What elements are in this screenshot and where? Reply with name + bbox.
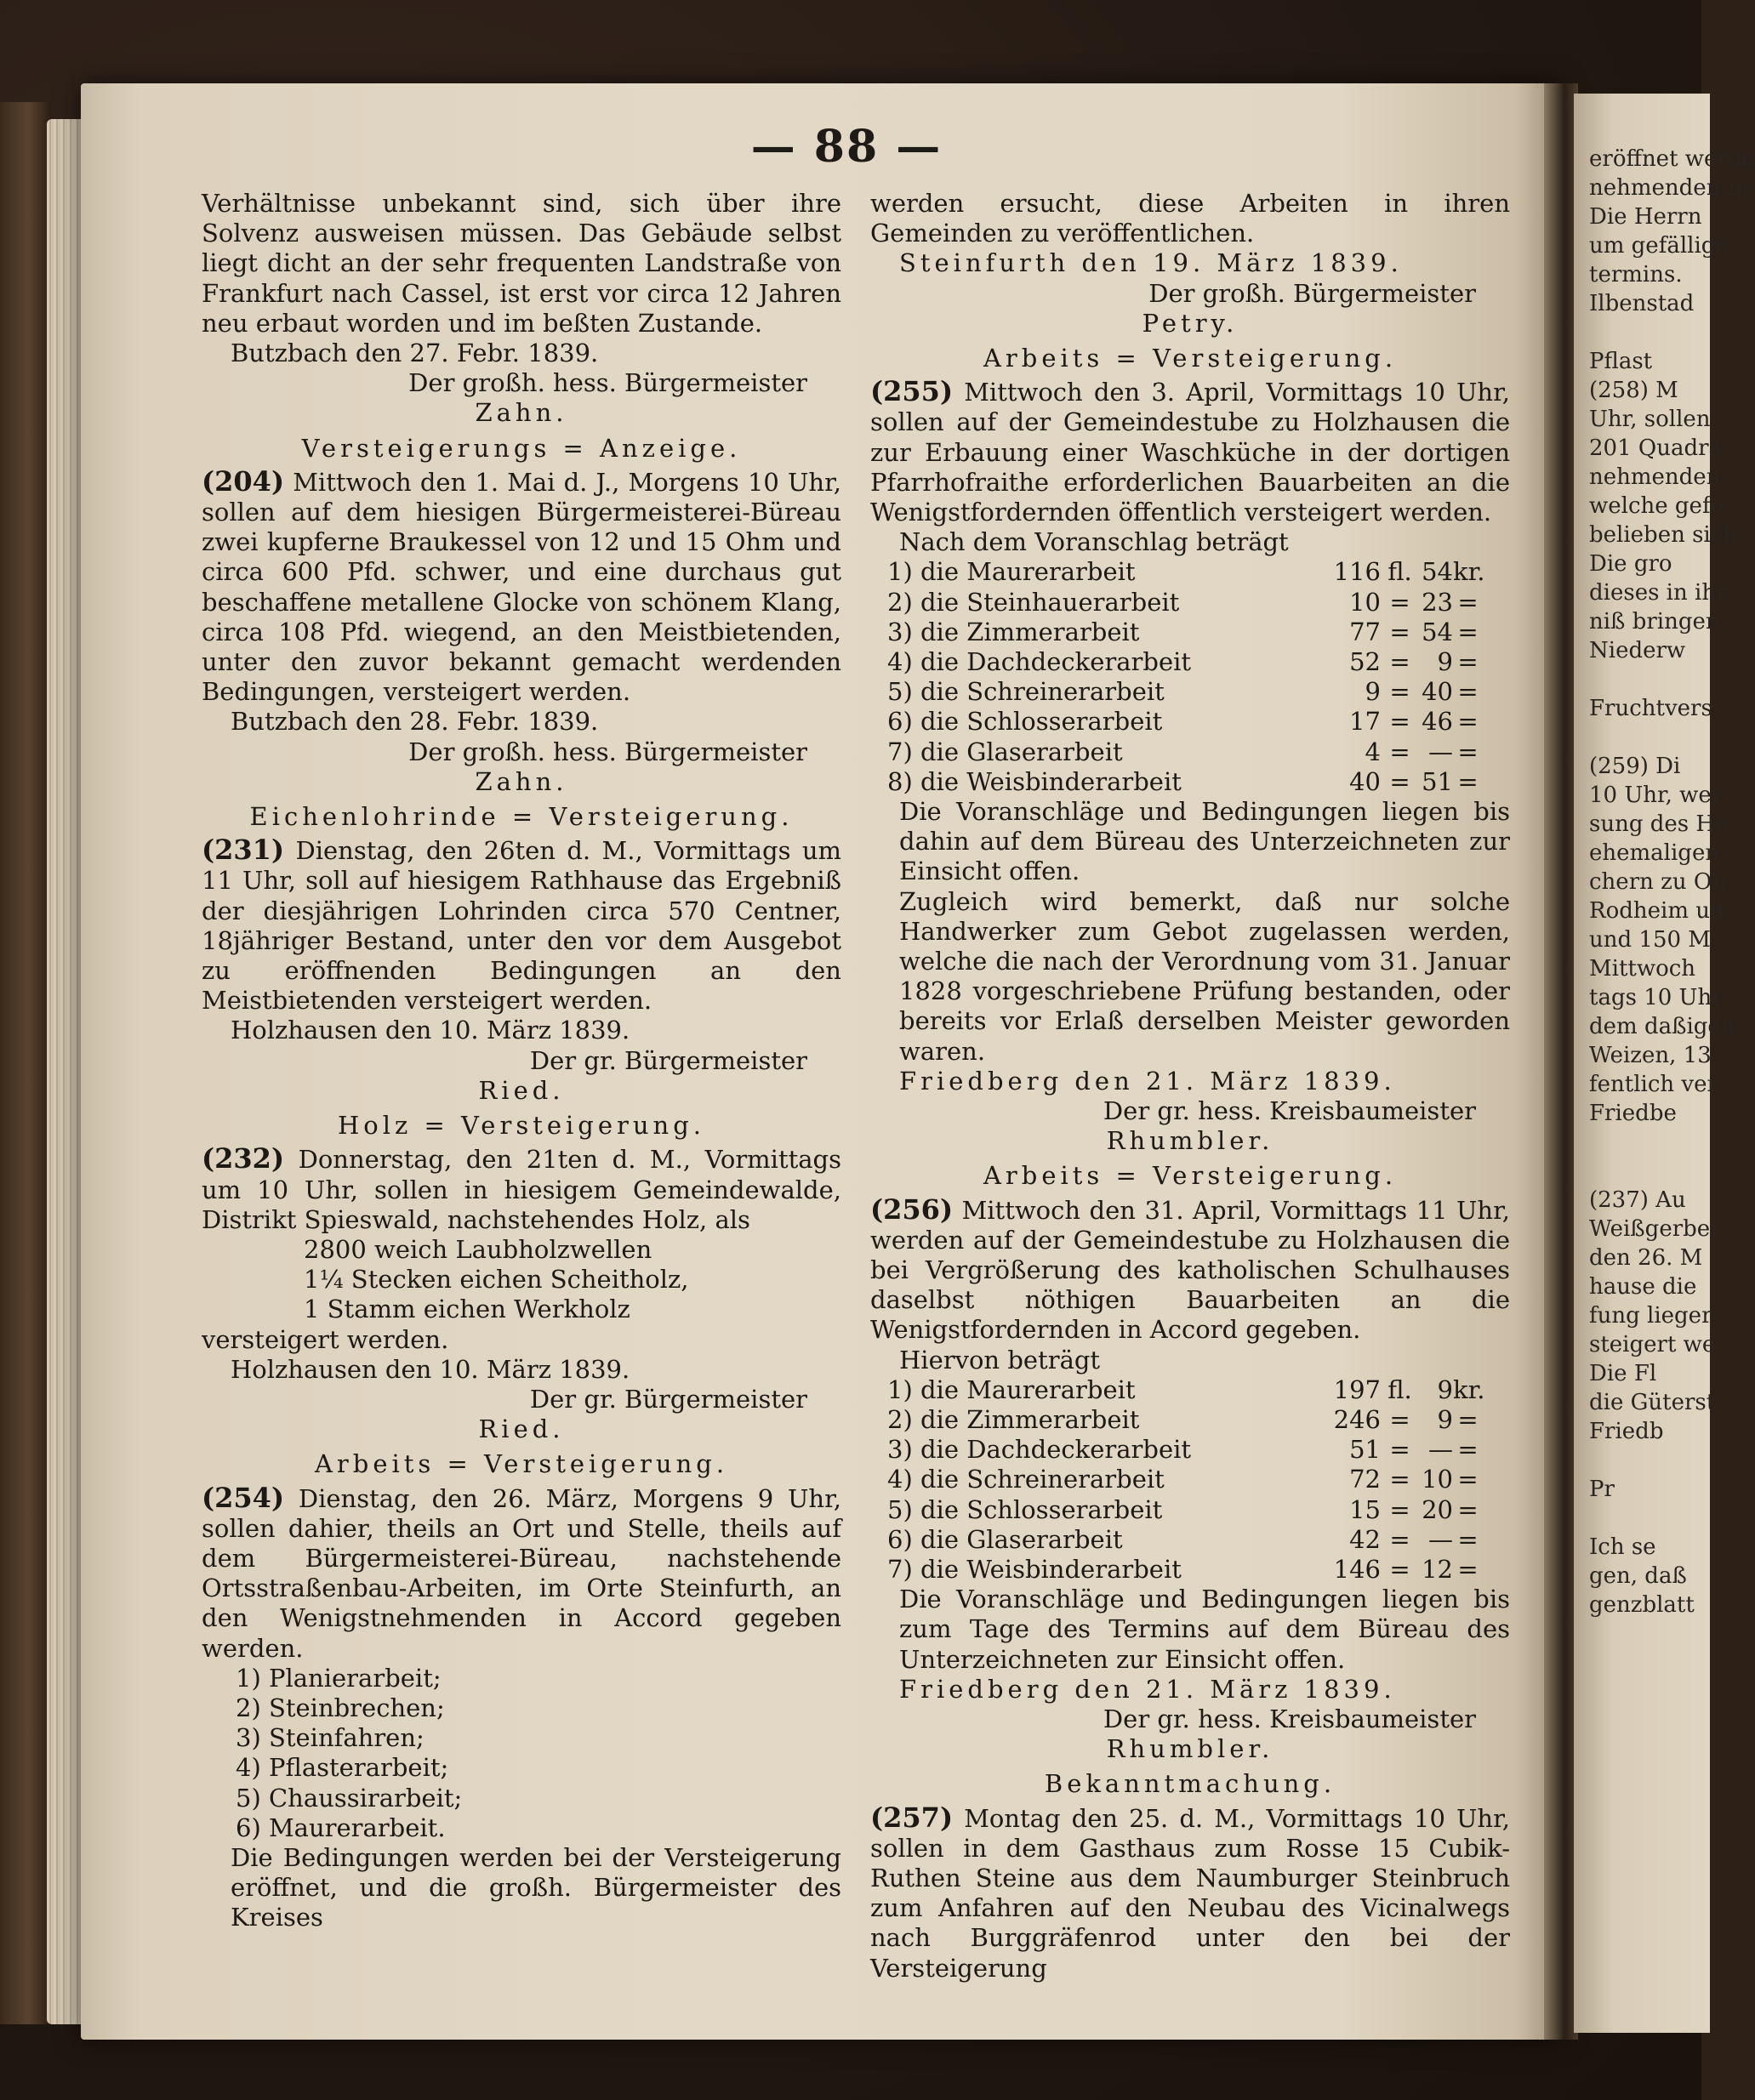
dateline: Friedberg den 21. März 1839. [899, 1066, 1396, 1096]
table-row: 1) die Maurerarbeit 116 fl. 54 kr. [887, 557, 1485, 587]
signature-title: Der gr. Bürgermeister [529, 1384, 807, 1414]
next-page-fragment: Weißgerber [1589, 1216, 1721, 1242]
dateline: Butzbach den 28. Febr. 1839. [231, 707, 599, 737]
table-row: 3) die Dachdeckerarbeit 51 = — = [887, 1435, 1479, 1465]
signature-title: Der gr. hess. Kreisbaumeister [1103, 1096, 1476, 1125]
next-page-fragment: Ilbenstad [1589, 291, 1695, 316]
list-item: 4) Pflasterarbeit; [236, 1753, 449, 1783]
notice-heading: Arbeits = Versteigerung. [983, 344, 1398, 373]
next-page-fragment [1589, 1446, 1704, 1475]
book-spine [0, 102, 51, 2024]
next-page-fragment: (258) M [1589, 378, 1678, 403]
next-page-fragment: um gefällige [1589, 233, 1729, 259]
signature-title: Der gr. hess. Kreisbaumeister [1103, 1704, 1476, 1733]
notice-text: (256) Mittwoch den 31. April, Vormittags 11 Uhr, werden auf der Gemeindestube zu Holzhausen die bei Vergrößerung des katholischen Schulhauses daselbst nöthigen Bauarbeiten an die Wenigstfordernden in Accord gegeben. [870, 1192, 1510, 1345]
table-row: 5) die Schlosserarbeit 15 = 20 = [887, 1494, 1479, 1524]
next-page-fragment: Niederw [1589, 638, 1686, 663]
estimate-intro: Nach dem Voranschlag beträgt [899, 527, 1289, 557]
notice-number: (204) [202, 464, 285, 498]
notice-text-end: Die Bedingungen werden bei der Versteigerung eröffnet, und die großh. Bürgermeister des Kreises [231, 1842, 841, 1932]
signature-title: Der gr. Bürgermeister [529, 1045, 807, 1075]
notice-text: Die Voranschläge und Bedingungen liegen bis dahin auf dem Büreau des Unterzeichneten zur Einsicht offen. [899, 796, 1510, 886]
list-item: 2) Steinbrechen; [236, 1693, 445, 1722]
dateline: Holzhausen den 10. März 1839. [231, 1354, 630, 1384]
signature-title: Der großh. hess. Bürgermeister [408, 368, 807, 398]
signature-name: Ried. [478, 1075, 565, 1105]
list-item: 1¼ Stecken eichen Scheitholz, [304, 1265, 689, 1295]
signature-name: Ried. [478, 1414, 565, 1444]
notice-text: (204) Mittwoch den 1. Mai d. J., Morgens 10 Uhr, sollen auf dem hiesigen Bürgermeisterei-Büreau zwei kupferne Braukessel von 12 und 15 Ohm und circa 600 Pfd. schwer, und eine durchaus gut beschaffene metallene Glocke von schönem Klang, circa 108 Pfd. wiegend, an den Meistbietenden, unter den zuvor bekannt gemacht werdenden Bedingungen, versteigert werden. [202, 464, 841, 707]
next-page-fragment: Friedbe [1589, 1101, 1677, 1126]
notice-text: (257) Montag den 25. d. M., Vormittags 10 Uhr, sollen in dem Gasthaus zum Rosse 15 Cubik-Ruthen Steine aus dem Naumburger Steinbruch zum Anfahren auf den Neubau des Vicinalwegs nach Burggräfenrod unter den bei der Versteigerung [870, 1801, 1511, 1983]
next-page-fragment: Pflast [1589, 349, 1653, 374]
signature-name: Rhumbler. [1106, 1734, 1274, 1764]
signature-name: Petry. [1142, 308, 1239, 338]
next-page-fragment: hause die [1589, 1274, 1697, 1300]
next-page-fragment: Die Fl [1589, 1361, 1657, 1386]
next-page-fragment: Weizen, 13 [1589, 1043, 1712, 1068]
next-page-fragment: Pr [1589, 1477, 1615, 1502]
left-column [202, 189, 841, 1932]
next-page-fragment: Fruchtvers [1589, 696, 1712, 721]
next-page-fragment [1589, 1157, 1704, 1186]
notice-heading: Versteigerungs = Anzeige. [301, 433, 742, 463]
notice-text: (255) Mittwoch den 3. April, Vormittags 10 Uhr, sollen auf der Gemeindestube zu Holzhausen die zur Erbauung einer Waschküche in der dortigen Pfarrhofraithe erforderlichen Bauarbeiten an die Wenigstfordernden öffentlich versteigert werden. [870, 375, 1511, 527]
next-page-fragment: steigert we [1589, 1332, 1716, 1357]
next-page-fragment: nehmenden in [1589, 175, 1749, 201]
next-page-fragment: Friedb [1589, 1419, 1664, 1444]
notice-heading: Arbeits = Versteigerung. [983, 1161, 1398, 1191]
notice-number: (257) [870, 1801, 954, 1834]
table-row: 2) die Zimmerarbeit 246 = 9 = [887, 1404, 1479, 1434]
next-page-fragment: fentlich ver [1589, 1072, 1718, 1097]
table-row: 8) die Weisbinderarbeit 40 = 51 = [887, 766, 1479, 796]
list-item: 1) Planierarbeit; [236, 1663, 442, 1693]
table-row: 3) die Zimmerarbeit 77 = 54 = [887, 617, 1479, 646]
estimate-table [887, 1375, 1483, 1585]
next-page-fragment: Ich se [1589, 1534, 1656, 1560]
next-page-fragment: dem daßigen [1589, 1014, 1735, 1039]
next-page-fragment: nehmenden [1589, 464, 1721, 490]
intro-text: Verhältnisse unbekannt sind, sich über ihre Solvenz ausweisen müssen. Das Gebäude selbst liegt dicht an der sehr frequenten Landstraße von Frankfurt nach Cassel, ist erst vor circa 12 Jahren neu erbaut worden und im beßten Zustande. [202, 189, 841, 338]
next-page-fragment: termins. [1589, 262, 1683, 287]
next-page-fragment [1589, 1504, 1704, 1533]
next-page-fragment: niß bringen [1589, 609, 1720, 635]
next-page-fragment: chern zu Ob [1589, 869, 1726, 895]
signature-name: Zahn. [475, 766, 568, 796]
next-page-fragment: den 26. M [1589, 1245, 1703, 1271]
signature-title: Der großh. Bürgermeister [1148, 278, 1476, 308]
next-page-fragment: die Güterst [1589, 1390, 1716, 1415]
notice-heading: Holz = Versteigerung. [337, 1111, 706, 1141]
table-row: 4) die Schreinerarbeit 72 = 10 = [887, 1465, 1479, 1494]
notice-heading: Bekanntmachung. [1044, 1769, 1336, 1799]
next-page-fragment: belieben sich [1589, 522, 1738, 548]
notice-text: (232) Donnerstag, den 21ten d. M., Vormittags um 10 Uhr, sollen in hiesigem Gemeindewalde, Distrikt Spieswald, nachstehendes Holz, als [202, 1142, 841, 1234]
dateline: Holzhausen den 10. März 1839. [231, 1016, 630, 1045]
table-row: 5) die Schreinerarbeit 9 = 40 = [887, 677, 1479, 707]
estimate-intro: Hiervon beträgt [899, 1345, 1101, 1374]
signature-name: Zahn. [475, 398, 568, 428]
notice-heading: Arbeits = Versteigerung. [314, 1449, 729, 1479]
notice-text-cont: werden ersucht, diese Arbeiten in ihren Gemeinden zu veröffentlichen. [870, 189, 1510, 248]
table-row: 6) die Schlosserarbeit 17 = 46 = [887, 707, 1479, 737]
book-gutter [1544, 83, 1578, 2040]
notice-text: (231) Dienstag, den 26ten d. M., Vormittags um 11 Uhr, soll auf hiesigem Rathhause das Ergebniß der diesjährigen Lohrinden circa 570 Centner, 18jähriger Bestand, unter den vor dem Ausgebot zu eröffnenden Bedingungen an den Meistbietenden versteigert werden. [202, 834, 842, 1016]
next-page-fragment: 201 Quadra [1589, 435, 1723, 461]
next-page-fragment: Mittwoch [1589, 956, 1696, 982]
table-row: 1) die Maurerarbeit 197 fl. 9 kr. [887, 1374, 1485, 1404]
notice-text: Zugleich wird bemerkt, daß nur solche Handwerker zum Gebot zugelassen werden, welche die nach der Verordnung vom 31. Januar 1828 vorgeschriebene Prüfung bestanden, oder bereits vor Erlaß derselben Meister geworden waren. [899, 886, 1510, 1066]
next-page-fragment: (259) Di [1589, 754, 1681, 779]
next-page-fragment: Uhr, sollen [1589, 407, 1711, 432]
signature-name: Rhumbler. [1106, 1126, 1274, 1156]
table-row: 4) die Dachdeckerarbeit 52 = 9 = [887, 647, 1479, 676]
next-page-fragment: Rodheim un [1589, 898, 1724, 924]
list-item: 6) Maurerarbeit. [236, 1813, 446, 1842]
notice-number: (256) [870, 1192, 954, 1226]
next-page-fragment [1589, 1128, 1704, 1157]
list-item: 3) Steinfahren; [236, 1723, 425, 1753]
next-page-fragment [1589, 665, 1704, 694]
notice-number: (232) [202, 1142, 285, 1175]
notice-number: (231) [202, 834, 285, 867]
notice-text-end: versteigert werden. [202, 1324, 449, 1354]
table-row: 2) die Steinhauerarbeit 10 = 23 = [887, 587, 1479, 617]
table-row: 7) die Weisbinderarbeit 146 = 12 = [887, 1554, 1479, 1584]
next-page-fragment: sung des He [1589, 811, 1729, 837]
notice-number: (255) [870, 375, 954, 408]
next-page-fragment: Die gro [1589, 551, 1672, 577]
next-page-fragment: fung lieger [1589, 1303, 1712, 1329]
notice-number: (254) [202, 1481, 285, 1514]
next-page-column [1589, 145, 1755, 1619]
next-page-fragment: genzblatt [1589, 1592, 1695, 1618]
dateline: Steinfurth den 19. März 1839. [899, 248, 1403, 278]
dateline: Butzbach den 27. Febr. 1839. [231, 339, 599, 368]
notice-text: Die Voranschläge und Bedingungen liegen bis zum Tage des Termins auf dem Büreau des Unterzeichneten zur Einsicht offen. [899, 1585, 1510, 1674]
next-page-fragment: und 150 M [1589, 927, 1711, 953]
list-item: 1 Stamm eichen Werkholz [304, 1295, 630, 1324]
right-column [870, 189, 1510, 1983]
list-item: 2800 weich Laubholzwellen [304, 1234, 652, 1264]
work-list [236, 1664, 841, 1843]
next-page-fragment: 10 Uhr, wer [1589, 783, 1723, 808]
page-number: — 88 — [750, 121, 943, 173]
notice-text: (254) Dienstag, den 26. März, Morgens 9 Uhr, sollen dahier, theils an Ort und Stelle, theils auf dem Bürgermeisterei-Büreau, nachstehende Ortsstraßenbau-Arbeiten, im Orte Steinfurth, an den Wenigstnehmenden in Accord gegeben werden. [202, 1481, 841, 1663]
list-item: 5) Chaussirarbeit; [236, 1783, 463, 1813]
next-page-fragment [1589, 723, 1704, 752]
next-page-fragment: welche gefo [1589, 493, 1724, 519]
dateline: Friedberg den 21. März 1839. [899, 1674, 1396, 1704]
table-row: 7) die Glaserarbeit 4 = — = [887, 737, 1479, 766]
next-page-fragment: dieses in ihr [1589, 580, 1727, 606]
next-page-fragment: tags 10 Uhr [1589, 985, 1723, 1010]
next-page-fragment: (237) Au [1589, 1187, 1686, 1213]
next-page-fragment: ehemaligen [1589, 840, 1720, 866]
next-page-fragment: eröffnet werde [1589, 146, 1755, 172]
estimate-table [887, 557, 1483, 797]
wood-list [202, 1235, 841, 1325]
notice-heading: Eichenlohrinde = Versteigerung. [249, 802, 794, 832]
next-page-fragment: gen, daß [1589, 1563, 1687, 1589]
next-page-fragment: Die Herrn [1589, 204, 1702, 230]
table-row: 6) die Glaserarbeit 42 = — = [887, 1524, 1479, 1554]
signature-title: Der großh. hess. Bürgermeister [408, 737, 807, 766]
next-page-fragment [1589, 318, 1704, 347]
